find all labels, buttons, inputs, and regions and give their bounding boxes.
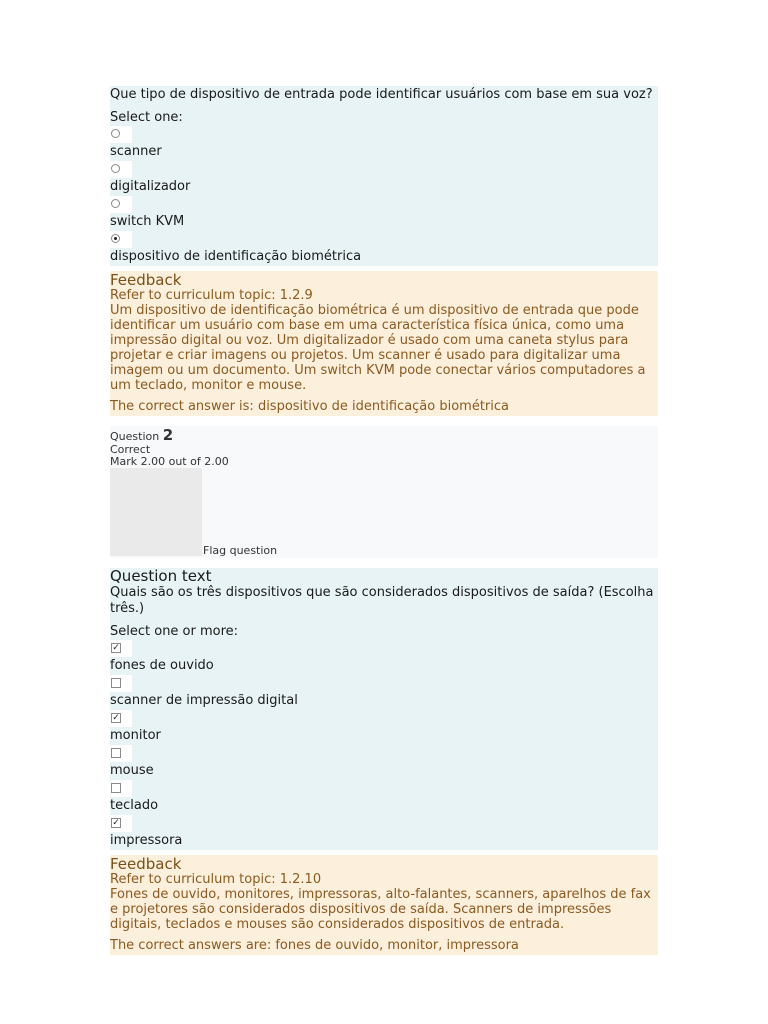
option-label: fones de ouvido — [110, 658, 214, 673]
feedback-body: Um dispositivo de identificação biométrica é um dispositivo de entrada que pode identificar um usuário com base em uma característica física única, como uma impressão digital ou voz. Um digitalizador é usado com uma caneta stylus para projetar e criar imagens ou projetos. Um scanner é usado para digitalizar uma imagem ou um documento. Um switch KVM pode conectar vários computadores a um teclado, monitor e mouse. — [110, 303, 646, 393]
question-number-value: 2 — [162, 426, 174, 444]
checkbox[interactable] — [111, 678, 121, 688]
question-2-text: Quais são os três dispositivos que são considerados dispositivos de saída? (Escolha três.) — [110, 585, 654, 616]
answer-option-monitor[interactable] — [110, 710, 658, 728]
answer-option-impressora[interactable] — [110, 815, 658, 833]
radio-button-selected[interactable] — [111, 234, 120, 243]
question-text-heading: Question text — [110, 567, 212, 585]
answer-option-scanner-digital[interactable] — [110, 675, 658, 693]
answer-option-teclado[interactable] — [110, 780, 658, 798]
quiz-review-page — [110, 86, 658, 955]
answer-option-digitalizador[interactable] — [110, 161, 658, 179]
checkbox-checked[interactable]: ✓ — [112, 643, 120, 653]
answer-option-switch-kvm[interactable] — [110, 196, 658, 214]
feedback-title: Feedback — [110, 855, 182, 873]
checkbox-checked[interactable]: ✓ — [112, 818, 120, 828]
option-label: teclado — [110, 798, 159, 813]
question-1-text: Que tipo de dispositivo de entrada pode identificar usuários com base em sua voz? — [110, 87, 653, 102]
question-2-info — [110, 426, 658, 558]
flag-question-link[interactable]: Flag question — [203, 544, 278, 557]
feedback-reference: Refer to curriculum topic: 1.2.10 — [110, 872, 322, 887]
option-label: monitor — [110, 728, 161, 743]
question-grade: Mark 2.00 out of 2.00 — [110, 455, 229, 468]
radio-button[interactable] — [111, 199, 120, 208]
radio-button[interactable] — [111, 164, 120, 173]
answer-option-fones[interactable] — [110, 640, 658, 658]
radio-button[interactable] — [111, 129, 120, 138]
flag-icon[interactable] — [110, 468, 202, 556]
option-label: switch KVM — [110, 214, 185, 229]
option-label: scanner de impressão digital — [110, 693, 298, 708]
question-1-formulation — [110, 86, 658, 266]
feedback-title: Feedback — [110, 271, 182, 289]
option-label: impressora — [110, 833, 183, 848]
correct-answer: The correct answer is: dispositivo de identificação biométrica — [110, 399, 510, 414]
option-label: scanner — [110, 144, 162, 159]
question-state: Correct — [110, 443, 151, 456]
checkbox[interactable] — [111, 748, 121, 758]
question-2-feedback — [110, 855, 658, 955]
correct-answer: The correct answers are: fones de ouvido, monitor, impressora — [110, 938, 519, 953]
answer-option-mouse[interactable] — [110, 745, 658, 763]
feedback-reference: Refer to curriculum topic: 1.2.9 — [110, 288, 313, 303]
option-label: mouse — [110, 763, 154, 778]
option-label: dispositivo de identificação biométrica — [110, 249, 362, 264]
answer-option-scanner[interactable] — [110, 126, 658, 144]
checkbox-checked[interactable]: ✓ — [112, 713, 120, 723]
option-label: digitalizador — [110, 179, 191, 194]
question-2-formulation — [110, 568, 658, 850]
question-1-feedback — [110, 271, 658, 416]
question-word: Question — [110, 430, 160, 443]
feedback-body: Fones de ouvido, monitores, impressoras, alto-falantes, scanners, aparelhos de fax e projetores são considerados dispositivos de saída. Scanners de impressões digitais, teclados e mouses são considerados dispositivos de entrada. — [110, 887, 651, 932]
answer-option-biometric[interactable] — [110, 231, 658, 249]
question-number — [110, 426, 658, 444]
question-2-prompt: Select one or more: — [110, 624, 239, 639]
question-1-prompt: Select one: — [110, 110, 183, 125]
checkbox[interactable] — [111, 783, 121, 793]
